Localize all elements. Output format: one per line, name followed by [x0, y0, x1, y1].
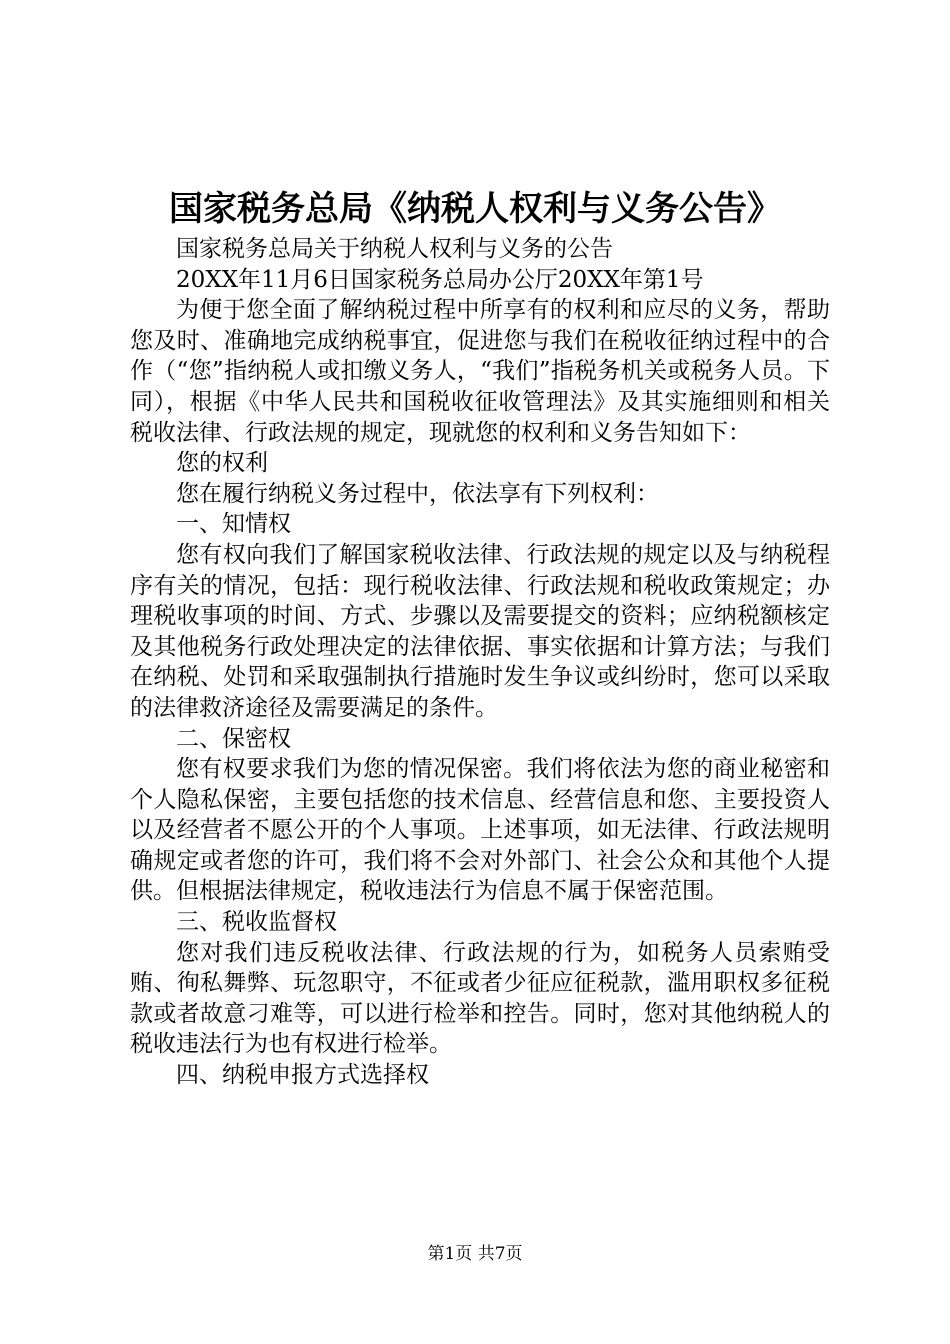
page-number-footer: 第1页 共7页 — [427, 1244, 523, 1264]
right-heading-4: 四、纳税申报方式选择权 — [176, 1062, 429, 1089]
announcement-heading: 国家税务总局关于纳税人权利与义务的公告 — [176, 236, 613, 262]
right-heading-1: 一、知情权 — [176, 511, 291, 538]
right-heading-3: 三、税收监督权 — [176, 909, 337, 936]
right-paragraph-2: 您有权要求我们为您的情况保密。我们将依法为您的商业秘密和个人隐私保密，主要包括您的技术信息、经营信息和您、主要投资人以及经营者不愿公开的个人事项。上述事项，如无法律、行政法规明确规定或者您的许可，我们将不会对外部门、社会公众和其他个人提供。但根据法律规定，税收违法行为信息不属于保密范围。 — [130, 756, 830, 905]
document-title: 国家税务总局《纳税人权利与义务公告》 — [169, 189, 781, 229]
rights-intro-paragraph: 您在履行纳税义务过程中，依法享有下列权利： — [176, 480, 659, 507]
section-heading-your-rights: 您的权利 — [176, 450, 268, 477]
announcement-date-number: 20XX年11月6日国家税务总局办公厅20XX年第1号 — [176, 266, 704, 293]
document-body — [130, 234, 830, 1091]
right-paragraph-1: 您有权向我们了解国家税收法律、行政法规的规定以及与纳税程序有关的情况，包括：现行税收法律、行政法规和税收政策规定；办理税收事项的时间、方式、步骤以及需要提交的资料；应纳税额核定及其他税务行政处理决定的法律依据、事实依据和计算方法；与我们在纳税、处罚和采取强制执行措施时发生争议或纠纷时，您可以采取的法律救济途径及需要满足的条件。 — [130, 541, 830, 721]
intro-paragraph: 为便于您全面了解纳税过程中所享有的权利和应尽的义务，帮助您及时、准确地完成纳税事宜，促进您与我们在税收征纳过程中的合作（“您”指纳税人或扣缴义务人，“我们”指税务机关或税务人员。下同），根据《中华人民共和国税收征收管理法》及其实施细则和相关税收法律、行政法规的规定，现就您的权利和义务告知如下： — [130, 297, 830, 446]
right-paragraph-3: 您对我们违反税收法律、行政法规的行为，如税务人员索贿受贿、徇私舞弊、玩忽职守，不征或者少征应征税款，滥用职权多征税款或者故意刁难等，可以进行检举和控告。同时，您对其他纳税人的税收违法行为也有权进行检举。 — [130, 939, 830, 1058]
right-heading-2: 二、保密权 — [176, 725, 291, 752]
